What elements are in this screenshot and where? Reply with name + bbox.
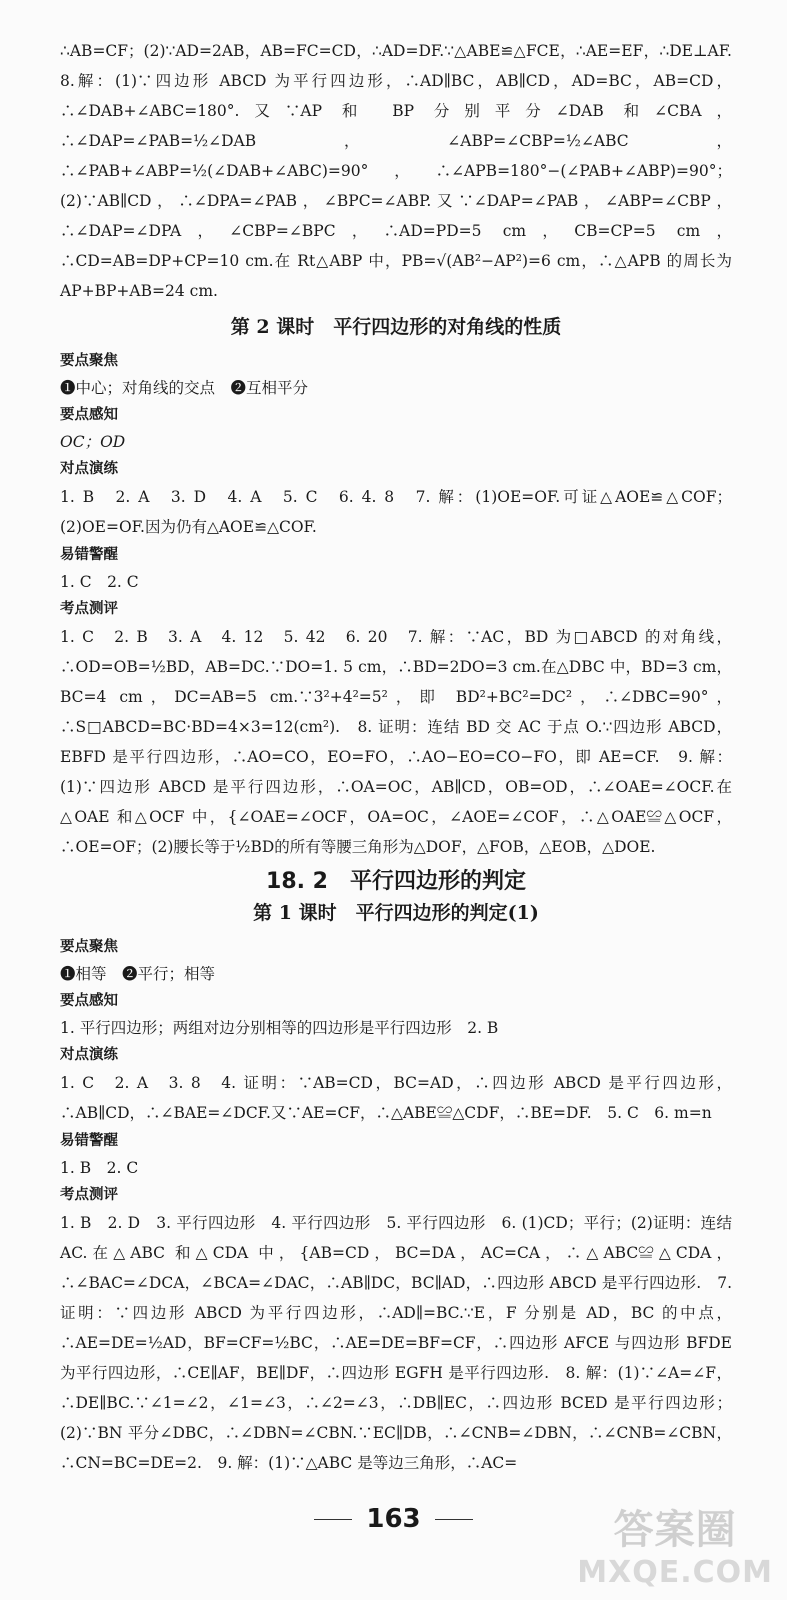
watermark-logo: [577, 1498, 773, 1590]
watermark-bottom: MXQE.COM: [577, 1555, 773, 1590]
answer-yaodian-ganzhi-2: 1. 平行四边形；两组对边分别相等的四边形是平行四边形 2. B: [60, 1019, 499, 1037]
label-kaodian-ceping: 考点测评: [60, 601, 118, 617]
answer-kaodian-ceping: 1. C 2. B 3. A 4. 12 5. 42 6. 20 7. 解：∵AC，BD 为□ABCD 的对角线，∴OD=OB=½BD，AB=DC.∵DO=1. 5 cm，∴BD=2DO=3 cm.在△DBC 中，BD=3 cm，BC=4 cm，DC=AB=5 cm.∵3²+4²=5²，即 BD²+BC²=DC²，∴∠DBC=90°，∴S□ABCD=BC·BD=4×3=12(cm²). 8. 证明：连结 BD 交 AC 于点 O.∵四边形 ABCD，EBFD 是平行四边形，∴AO=CO，EO=FO，∴AO−EO=CO−FO，即 AE=CF. 9. 解：(1)∵四边形 ABCD 是平行四边形，∴OA=OC，AB∥CD，OB=OD，∴∠OAE=∠OCF.在△OAE 和△OCF 中，{∠OAE=∠OCF，OA=OC，∠AOE=∠COF，∴△OAE≌△OCF，∴OE=OF；(2)腰长等于½BD的所有等腰三角形为△DOF，△FOB，△EOB，△DOE.: [60, 628, 732, 856]
answer-kaodian-ceping-2: 1. B 2. D 3. 平行四边形 4. 平行四边形 5. 平行四边形 6. (1)CD；平行；(2)证明：连结 AC.在△ABC 和△CDA 中，{AB=CD，BC=DA，AC=CA，∴△ABC≌△CDA，∴∠BAC=∠DCA，∠BCA=∠DAC，∴AB∥DC，BC∥AD，∴四边形 ABCD 是平行四边形. 7. 证明：∵四边形 ABCD 为平行四边形，∴AD∥=BC.∵E，F 分别是 AD，BC 的中点，∴AE=DE=½AD，BF=CF=½BC，∴AE=DE=BF=CF，∴四边形 AFCE 与四边形 BFDE 为平行四边形，∴CE∥AF，BE∥DF，∴四边形 EGFH 是平行四边形. 8. 解：(1)∵∠A=∠F，∴DE∥BC.∵∠1=∠2，∠1=∠3，∴∠2=∠3，∴DB∥EC，∴四边形 BCED 是平行四边形；(2)∵BN 平分∠DBC，∴∠DBN=∠CBN.∵EC∥DB，∴∠CNB=∠DBN，∴∠CNB=∠CBN，∴CN=BC=DE=2. 9. 解：(1)∵△ABC 是等边三角形，∴AC=: [60, 1214, 732, 1472]
lesson-title: 第 1 课时 平行四边形的判定(1): [253, 902, 539, 924]
label-duidian-yanlian-2: 对点演练: [60, 1047, 118, 1063]
answer-yaodian-jujiao: ❶中心；对角线的交点 ❷互相平分: [60, 379, 309, 397]
answer-yaodian-jujiao-2: ❶相等 ❷平行；相等: [60, 965, 216, 983]
page-number-left-rule: [314, 1519, 352, 1520]
answer-yaodian-ganzhi: OC；OD: [60, 433, 126, 451]
answer-page: [60, 36, 748, 1478]
continued-answer: ∴AB=CF；(2)∵AD=2AB，AB=FC=CD，∴AD=DF.∵△ABE≌△FCE，∴AE=EF，∴DE⊥AF. 8.解：(1)∵四边形 ABCD 为平行四边形，∴AD∥BC，AB∥CD，AD=BC，AB=CD，∴∠DAB+∠ABC=180°.又∵AP 和 BP 分别平分∠DAB 和∠CBA，∴∠DAP=∠PAB=½∠DAB，∠ABP=∠CBP=½∠ABC，∴∠PAB+∠ABP=½(∠DAB+∠ABC)=90°，∴∠APB=180°−(∠PAB+∠ABP)=90°；(2)∵AB∥CD，∴∠DPA=∠PAB，∠BPC=∠ABP.又∵∠DAP=∠PAB，∠ABP=∠CBP，∴∠DAP=∠DPA，∠CBP=∠BPC，∴AD=PD=5 cm，CB=CP=5 cm，∴CD=AB=DP+CP=10 cm.在 Rt△ABP 中，PB=√(AB²−AP²)=6 cm，∴△APB 的周长为 AP+BP+AB=24 cm.: [60, 42, 748, 300]
answer-duidian-yanlian-2: 1. C 2. A 3. 8 4. 证明：∵AB=CD，BC=AD，∴四边形 ABCD 是平行四边形，∴AB∥CD，∴∠BAE=∠DCF.又∵AE=CF，∴△ABE≌△CDF，∴BE=DF. 5. C 6. m=n: [60, 1074, 732, 1122]
label-yaodian-ganzhi: 要点感知: [60, 407, 118, 423]
page-number-right-rule: [435, 1519, 473, 1520]
label-yicuo-jingxing-2: 易错警醒: [60, 1133, 118, 1149]
label-duidian-yanlian: 对点演练: [60, 461, 118, 477]
section-title: 第 2 课时 平行四边形的对角线的性质: [230, 316, 562, 338]
label-kaodian-ceping-2: 考点测评: [60, 1187, 118, 1203]
chapter-title: 18. 2 平行四边形的判定: [266, 869, 526, 894]
label-yaodian-jujiao-2: 要点聚焦: [60, 939, 118, 955]
watermark-top: 答案圈: [613, 1507, 737, 1553]
label-yicuo-jingxing: 易错警醒: [60, 547, 118, 563]
label-yaodian-ganzhi-2: 要点感知: [60, 993, 118, 1009]
answer-duidian-yanlian: 1. B 2. A 3. D 4. A 5. C 6. 4. 8 7. 解：(1)OE=OF.可证△AOE≌△COF；(2)OE=OF.因为仍有△AOE≌△COF.: [60, 488, 732, 536]
page-number-text: 163: [366, 1504, 421, 1534]
label-yaodian-jujiao: 要点聚焦: [60, 353, 118, 369]
answer-yicuo-jingxing: 1. C 2. C: [60, 573, 139, 591]
answer-yicuo-jingxing-2: 1. B 2. C: [60, 1159, 139, 1177]
